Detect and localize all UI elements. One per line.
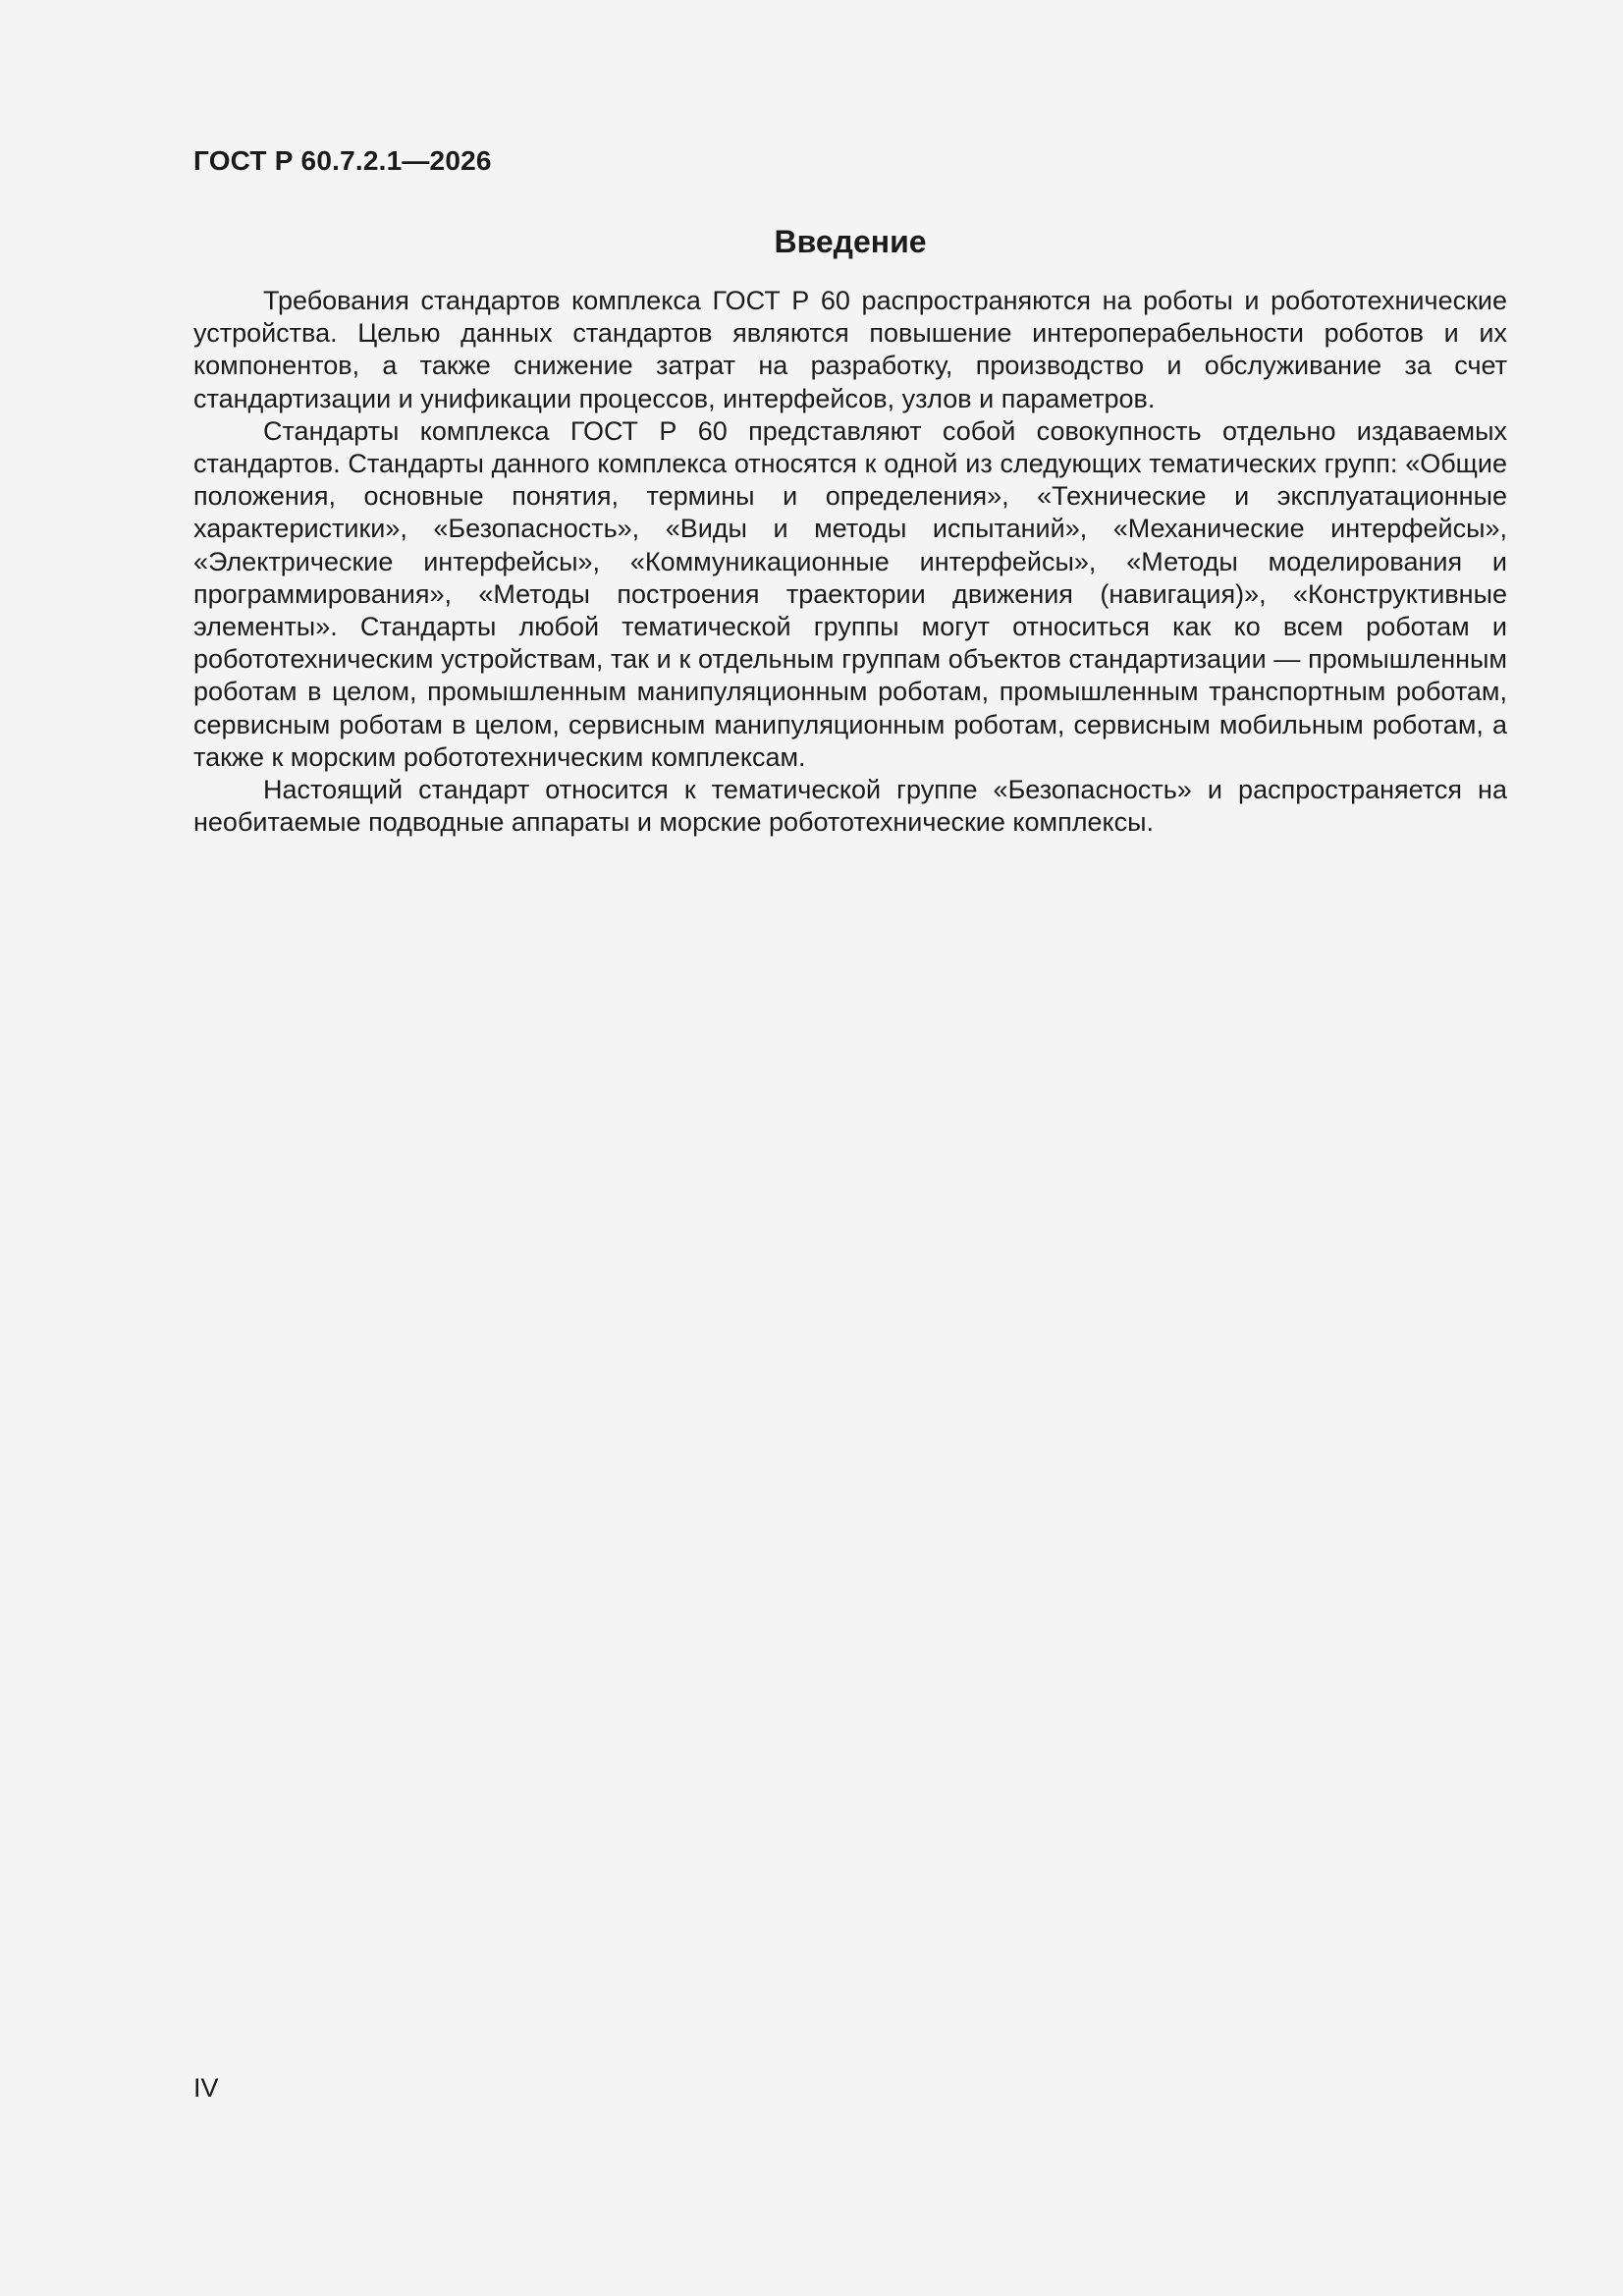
page-number: IV <box>193 2073 219 2103</box>
paragraph: Требования стандартов комплекса ГОСТ Р 60 распространяются на роботы и робототехнические устройства. Целью данных стандартов являются повышение интероперабельности роботов и их компонентов, а также снижение затрат на разработку, производство и обслуживание за счет стандартизации и унификации процессов, интерфейсов, узлов и параметров. <box>193 286 1507 413</box>
section-title: Введение <box>774 224 927 259</box>
paragraph: Стандарты комплекса ГОСТ Р 60 представляют собой совокупность отдельно издаваемых стандартов. Стандарты данного комплекса относятся к одной из следующих тематических групп: «Общие положения, основные понятия, термины и определения», «Технические и эксплуатационные характеристики», «Безопасность», «Виды и методы испытаний», «Механические интерфейсы», «Электрические интерфейсы», «Коммуникационные интерфейсы», «Методы моделирования и программирования», «Методы построения траектории движения (навигация)», «Конструктивные элементы». Стандарты любой тематической группы могут относиться как ко всем роботам и робототехническим устройствам, так и к отдельным группам объектов стандартизации — промышленным роботам в целом, промышленным манипуляционным роботам, промышленным транспортным роботам, сервисным роботам в целом, сервисным манипуляционным роботам, сервисным мобильным роботам, а также к морским робототехническим комплексам. <box>193 415 1507 772</box>
section-body <box>193 285 1507 839</box>
document-code: ГОСТ Р 60.7.2.1—2026 <box>193 145 492 176</box>
paragraph: Настоящий стандарт относится к тематической группе «Безопасность» и распространяется на необитаемые подводные аппараты и морские робототехнические комплексы. <box>193 775 1507 838</box>
